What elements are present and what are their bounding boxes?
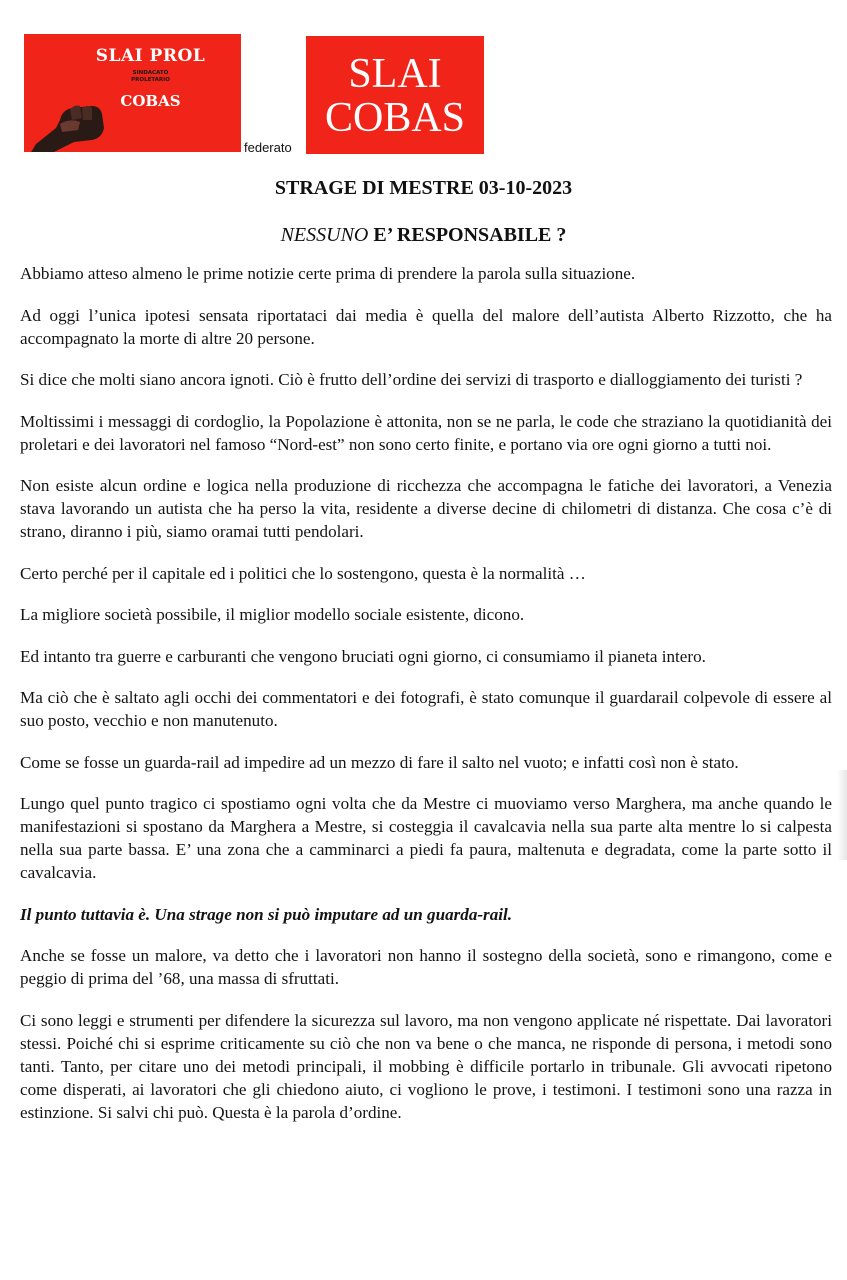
emphasis-paragraph: Il punto tuttavia è. Una strage non si può imputare ad un guarda-rail. <box>20 904 513 924</box>
paragraph: Si dice che molti siano ancora ignoti. Ciò è frutto dell’ordine dei servizi di trasporto e dialloggiamento dei turisti ? <box>20 370 803 389</box>
paragraph: Ed intanto tra guerre e carburanti che vengono bruciati ogni giorno, ci consumiamo il pianeta intero. <box>20 646 706 666</box>
paragraph: Non esiste alcun ordine e logica nella produzione di ricchezza che accompagna le fatiche dei lavoratori, a Venezia stava lavorando un autista che ha perso la vita, residente a diverse decine di chilometri di distanza. Che cosa c’è di strano, diranno i più, siamo oramai tutti pendolari. <box>20 476 832 541</box>
slai-prol-cobas-logo <box>24 34 241 152</box>
paragraph: Ma ciò che è saltato agli occhi dei commentatori e dei fotografi, è stato comunque il guardarail colpevole di essere al suo posto, vecchio e non manutenuto. <box>20 688 832 730</box>
subtitle-italic: NESSUNO <box>280 224 369 246</box>
paragraph: Ad oggi l’unica ipotesi sensata riportataci dai media è quella del malore dell’autista Alberto Rizzotto, che ha accompagnato la morte di altre 20 persone. <box>20 305 832 348</box>
scan-shadow <box>837 770 847 860</box>
paragraph: Abbiamo atteso almeno le prime notizie certe prima di prendere la parola sulla situazione. <box>20 264 636 283</box>
logo-right-line2: COBAS <box>324 95 466 141</box>
subtitle-rest: E’ RESPONSABILE ? <box>368 224 567 246</box>
logo-left-line1: SLAI PROL <box>95 46 206 66</box>
paragraph: Moltissimi i messaggi di cordoglio, la Popolazione è attonita, non se ne parla, le code che straziano la quotidianità dei proletari e dei lavoratori nel famoso “Nord-est” non sono certo finite, e portano via ore ogni giorno a tutti noi. <box>20 411 832 454</box>
paragraph: Anche se fosse un malore, va detto che i lavoratori non hanno il sostegno della società, sono e rimangono, come e peggio di prima del ’68, una massa di sfruttati. <box>20 946 832 988</box>
logo-left-line3: PROLETARIO <box>131 77 170 83</box>
logo-left-line2: SINDACATO <box>132 70 169 76</box>
page-title: STRAGE DI MESTRE 03-10-2023 <box>274 177 573 199</box>
page-subtitle <box>0 224 847 247</box>
paragraph: Come se fosse un guarda-rail ad impedire ad un mezzo di fare il salto nel vuoto; e infatti così non è stato. <box>20 752 739 772</box>
logo-right-line1: SLAI <box>348 51 442 97</box>
paragraph: Lungo quel punto tragico ci spostiamo ogni volta che da Mestre ci muoviamo verso Marghera, ma anche quando le manifestazioni si spostano da Marghera a Mestre, si costeggia il cavalcavia nella sua parte alta mentre lo si calpesta nella sua parte bassa. E’ una zona che a camminarci a piedi fa paura, maltenuta e degradata, come la parte sotto il cavalcavia. <box>20 794 832 882</box>
slai-cobas-logo <box>306 36 484 154</box>
article-body <box>20 262 832 1142</box>
federato-label: federato <box>244 140 292 155</box>
paragraph: Certo perché per il capitale ed i politici che lo sostengono, questa è la normalità … <box>20 563 586 583</box>
paragraph: La migliore società possibile, il miglior modello sociale esistente, dicono. <box>20 605 525 624</box>
paragraph: Ci sono leggi e strumenti per difendere la sicurezza sul lavoro, ma non vengono applicate né rispettate. Dai lavoratori stessi. Poiché chi si esprime criticamente su ciò che non va bene o che manca, ne risponde di persona, i metodi sono tanti. Tanto, per citare uno dei metodi principali, il mobbing è difficile portarlo in tribunale. Gli avvocati ripetono come disperati, ai lavoratori che gli chiedono aiuto, ci vogliono le prove, i testimoni. I testimoni sono una razza in estinzione. Si salvi chi può. Questa è la parola d’ordine. <box>20 1010 832 1122</box>
logo-left-line4: COBAS <box>120 92 181 110</box>
